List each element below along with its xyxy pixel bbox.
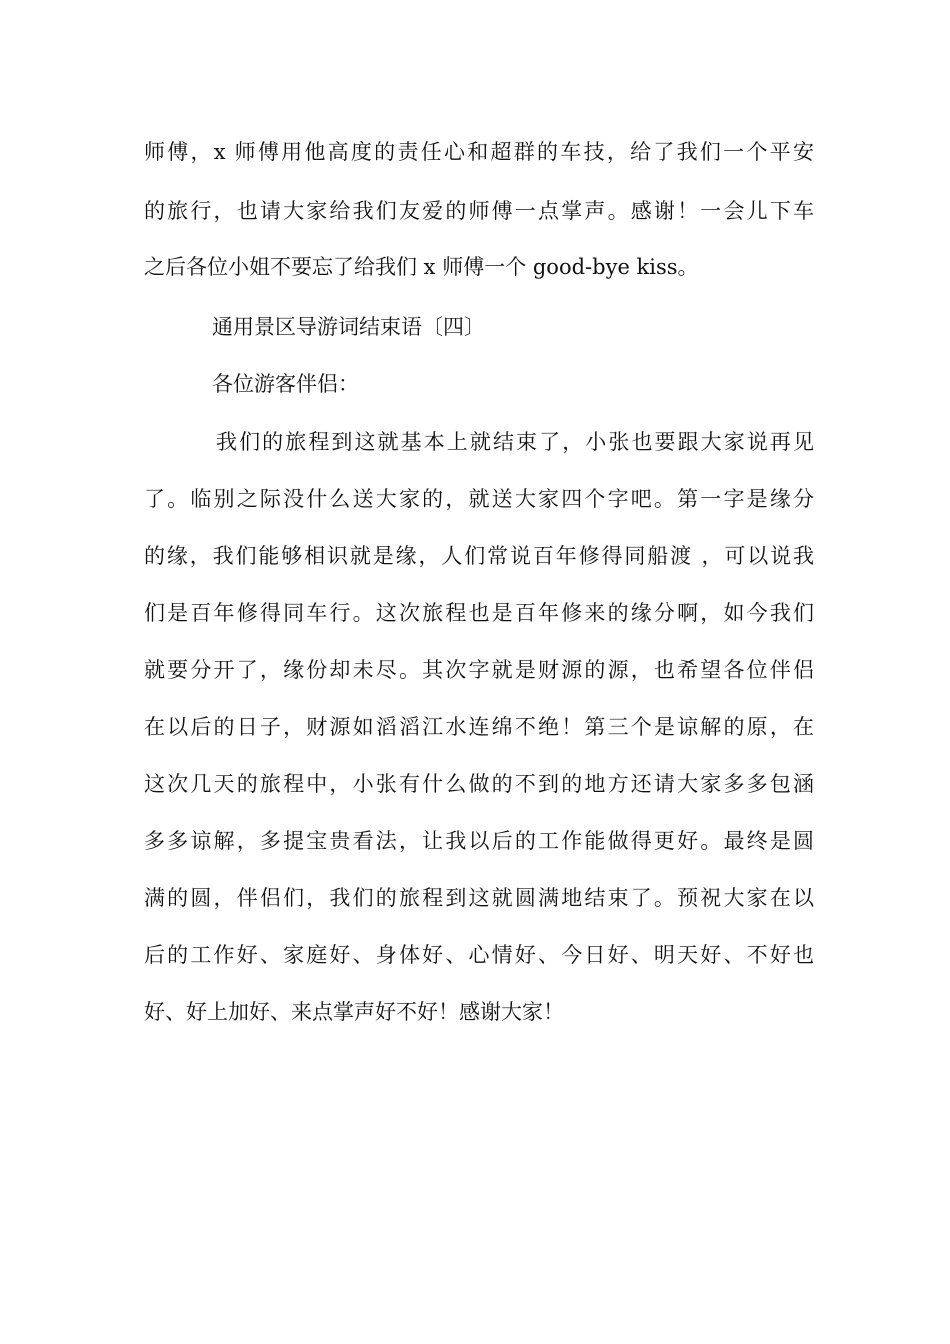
paragraph-line: 在以后的日子，财源如滔滔江水连绵不绝！第三个是谅解的原，在 (144, 715, 814, 739)
greeting: 各位游客伴侣： (212, 372, 359, 396)
section-title: 通用景区导游词结束语〔四〕 (212, 315, 485, 339)
paragraph-line: 多多谅解，多提宝贵看法，让我以后的工作能做得更好。最终是圆 (144, 829, 814, 853)
paragraph-line: 之后各位小姐不要忘了给我们 x 师傅一个 good-bye kiss。 (144, 255, 699, 279)
paragraph-line: 好、好上加好、来点掌声好不好！感谢大家！ (144, 1000, 564, 1024)
paragraph-line: 满的圆，伴侣们，我们的旅程到这就圆满地结束了。预祝大家在以 (144, 886, 814, 910)
paragraph-line: 这次几天的旅程中，小张有什么做的不到的地方还请大家多多包涵 (144, 772, 814, 796)
paragraph-line: 了。临别之际没什么送大家的，就送大家四个字吧。第一字是缘分 (144, 487, 814, 511)
paragraph-line: 的旅行，也请大家给我们友爱的师傅一点掌声。感谢！一会儿下车 (144, 199, 814, 223)
paragraph-line: 师傅，x 师傅用他高度的责任心和超群的车技，给了我们一个平安 (144, 140, 814, 164)
paragraph-line: 就要分开了，缘份却未尽。其次字就是财源的源，也希望各位伴侣 (144, 658, 814, 682)
paragraph-line: 后的工作好、家庭好、身体好、心情好、今日好、明天好、不好也 (144, 943, 814, 967)
paragraph-line: 们是百年修得同车行。这次旅程也是百年修来的缘分啊，如今我们 (144, 601, 814, 625)
paragraph-line: 我们的旅程到这就基本上就结束了，小张也要跟大家说再见 (216, 430, 814, 454)
paragraph-line: 的缘，我们能够相识就是缘，人们常说百年修得同船渡 ，可以说我 (144, 544, 814, 568)
